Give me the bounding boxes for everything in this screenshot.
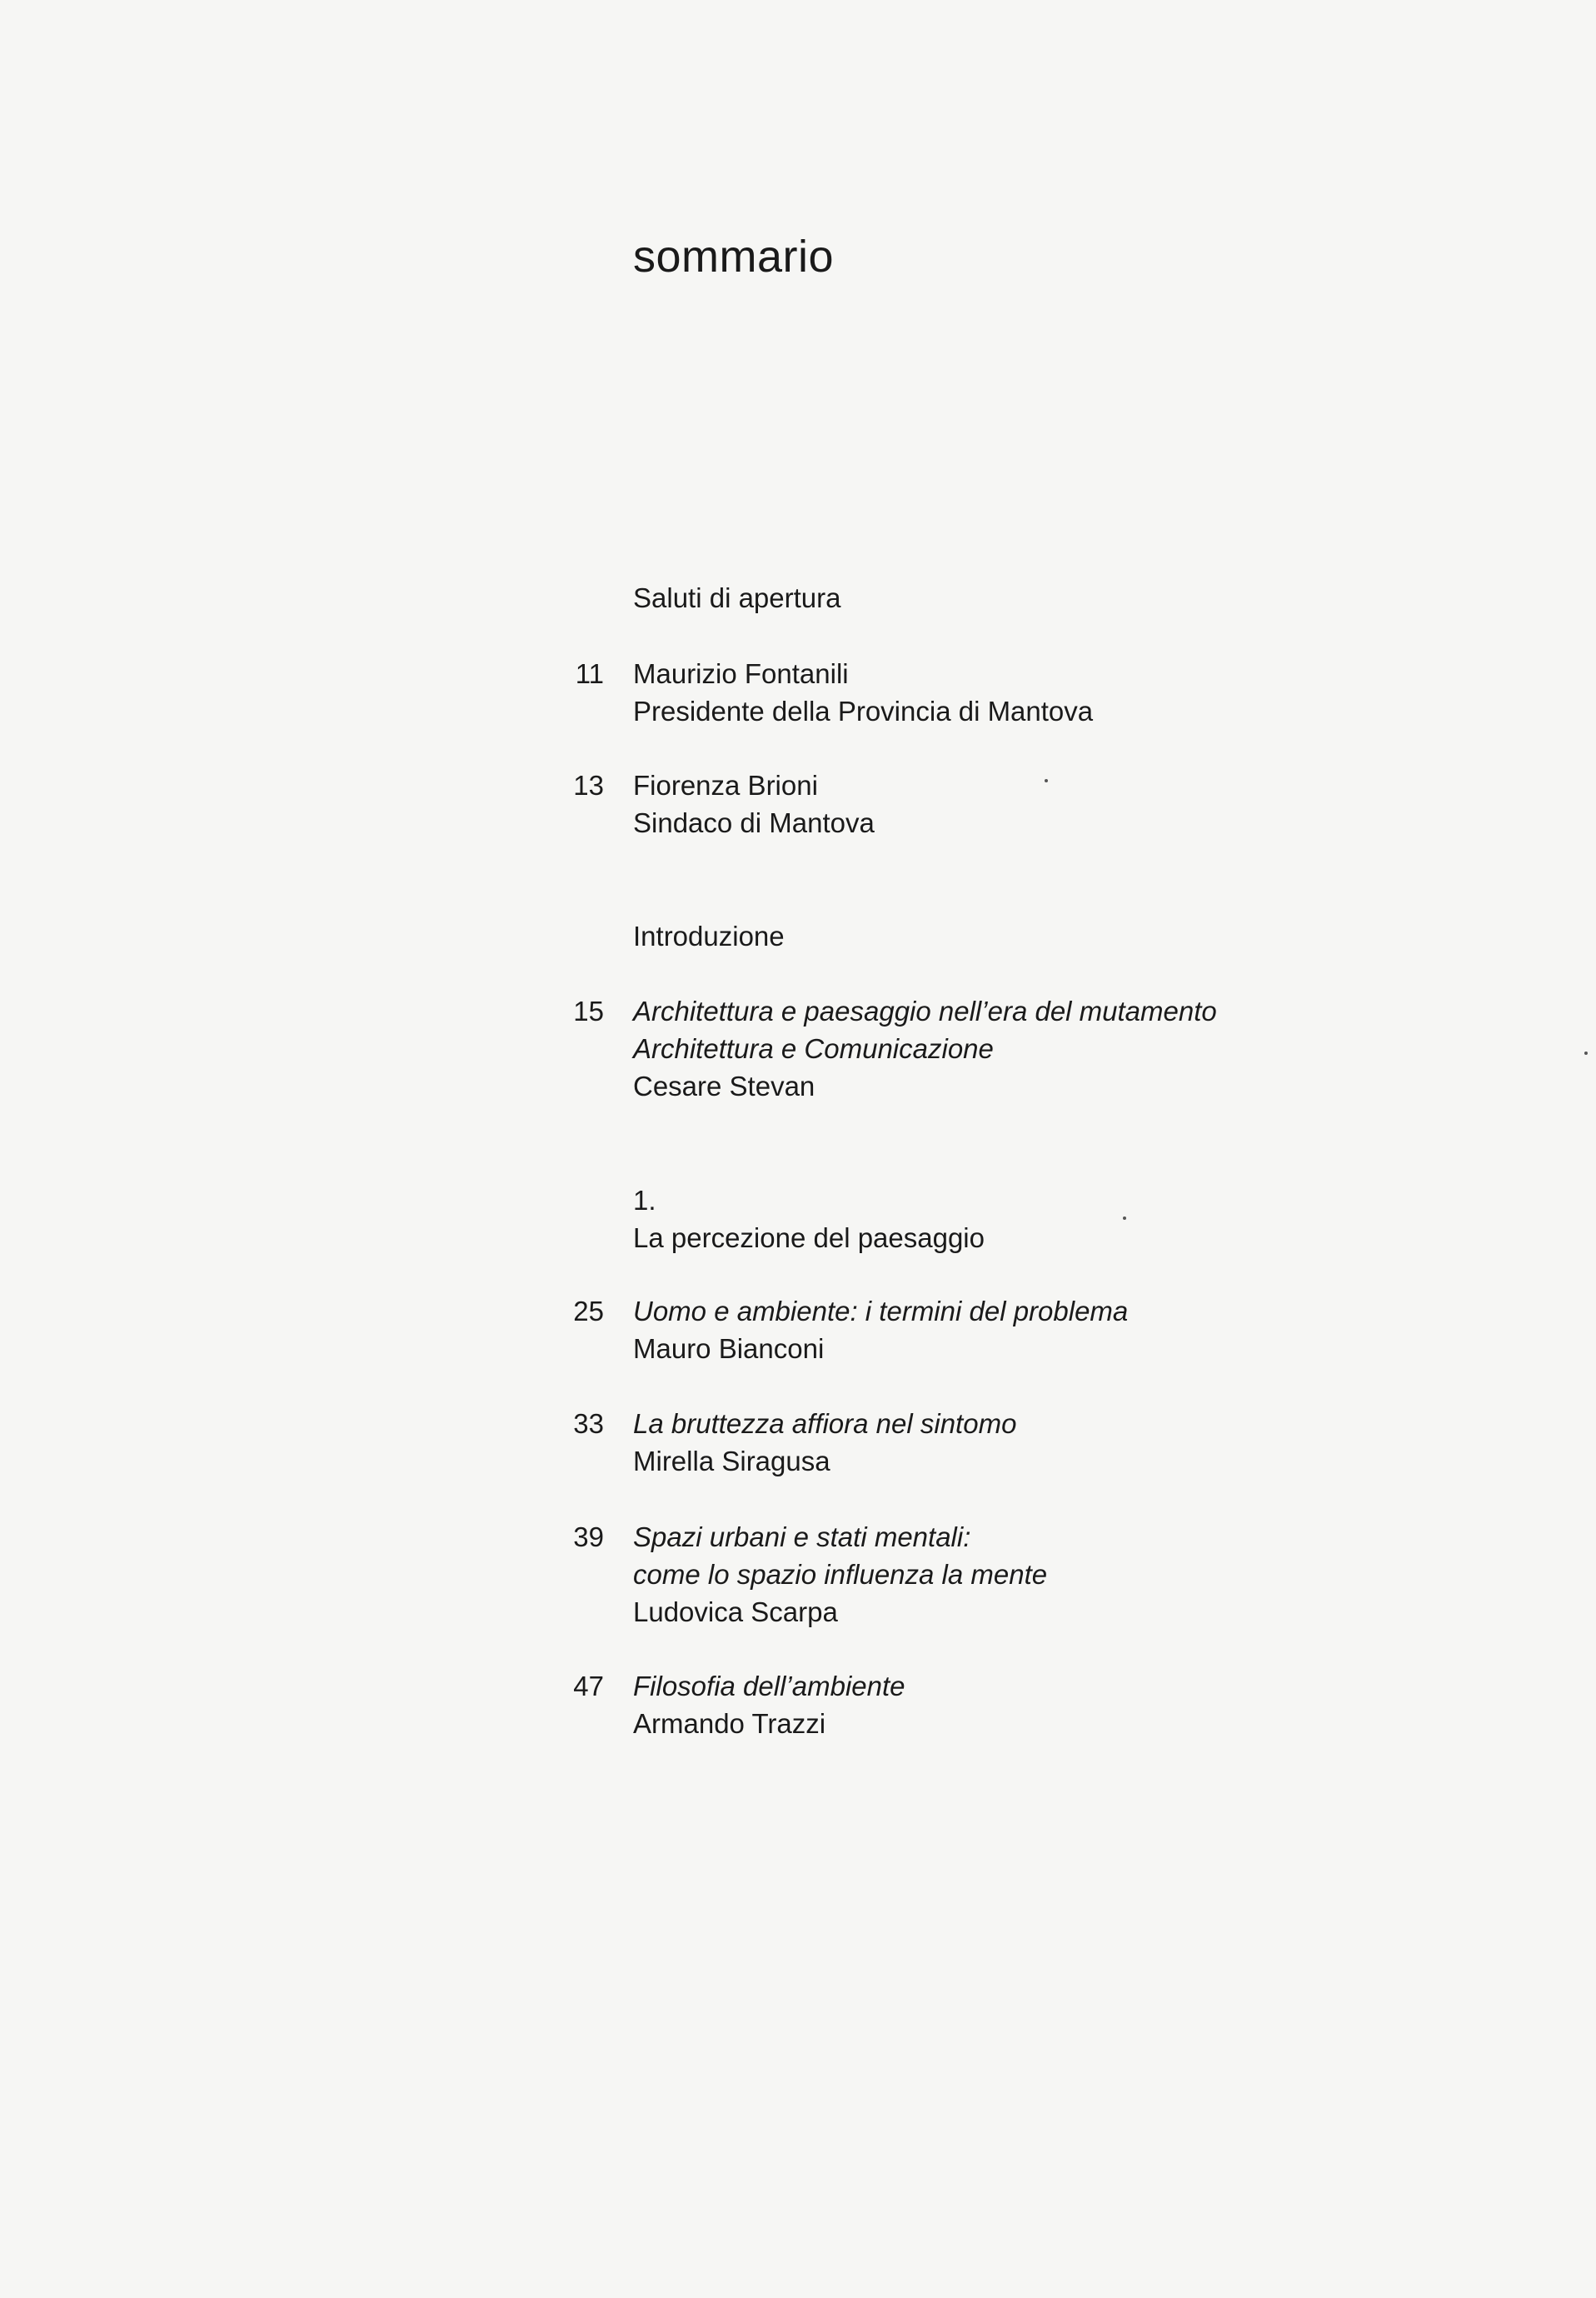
- page-number: 47: [573, 1671, 604, 1701]
- paper-speck: [1584, 1052, 1588, 1055]
- page-number: 13: [573, 770, 604, 801]
- entry-text: [633, 1405, 1016, 1480]
- entry-author: Fiorenza Brioni: [633, 770, 818, 801]
- entry-title: Filosofia dell’ambiente: [633, 1671, 905, 1701]
- entry-author: Mauro Bianconi: [633, 1333, 825, 1364]
- entry-title: come lo spazio influenza la mente: [633, 1559, 1048, 1590]
- page-number: 11: [575, 658, 604, 689]
- entry-author: Armando Trazzi: [633, 1708, 826, 1739]
- entry-title: Architettura e Comunicazione: [633, 1033, 994, 1064]
- section-heading-saluti: Saluti di apertura: [633, 582, 841, 613]
- page-title: sommario: [633, 232, 835, 282]
- entry-title: Uomo e ambiente: i termini del problema: [633, 1296, 1129, 1326]
- page-number: 39: [573, 1521, 604, 1552]
- chapter-number: 1.: [633, 1185, 656, 1216]
- entry-author: Cesare Stevan: [633, 1071, 815, 1102]
- entry-title: Architettura e paesaggio nell’era del mutamento: [633, 996, 1217, 1027]
- entry-text: [633, 1518, 1047, 1631]
- entry-title: Spazi urbani e stati mentali:: [633, 1521, 971, 1552]
- entry-text: [633, 992, 1217, 1105]
- paper-speck: [1123, 1216, 1126, 1220]
- page-number: 25: [573, 1296, 604, 1326]
- entry-role: Presidente della Provincia di Mantova: [633, 696, 1094, 727]
- entry-title: La bruttezza affiora nel sintomo: [633, 1408, 1017, 1439]
- section-heading-capitolo1: La percezione del paesaggio: [633, 1222, 985, 1253]
- entry-text: [633, 767, 875, 842]
- entry-author: Maurizio Fontanili: [633, 658, 849, 689]
- section-heading-introduzione: Introduzione: [633, 921, 785, 952]
- entry-text: [633, 1667, 905, 1742]
- page-number: 15: [573, 996, 604, 1027]
- entry-text: [633, 1292, 1128, 1367]
- entry-author: Ludovica Scarpa: [633, 1596, 838, 1627]
- entry-text: [633, 655, 1093, 730]
- entry-author: Mirella Siragusa: [633, 1446, 830, 1476]
- entry-role: Sindaco di Mantova: [633, 807, 875, 838]
- page-number: 33: [573, 1408, 604, 1439]
- paper-speck: [1045, 779, 1048, 782]
